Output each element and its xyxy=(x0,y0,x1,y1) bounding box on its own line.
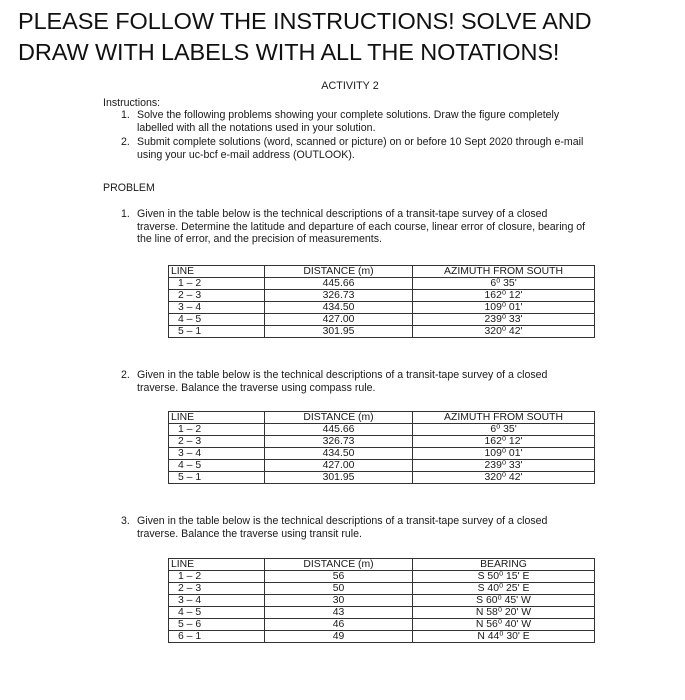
column-header: AZIMUTH FROM SOUTH xyxy=(413,266,595,278)
column-header: AZIMUTH FROM SOUTH xyxy=(413,412,595,424)
column-header: DISTANCE (m) xyxy=(265,412,413,424)
azimuth-cell: 239⁰ 33' xyxy=(413,314,595,326)
instruction-number: 2. xyxy=(121,136,130,148)
line-cell: 1 – 2 xyxy=(169,424,265,436)
instructions-heading: Instructions: xyxy=(103,97,161,109)
azimuth-cell: 6⁰ 35' xyxy=(413,424,595,436)
column-header: BEARING xyxy=(413,559,595,571)
azimuth-cell: 162⁰ 12' xyxy=(413,436,595,448)
distance-cell: 326.73 xyxy=(265,436,413,448)
line-cell: 5 – 1 xyxy=(169,472,265,484)
line-cell: 2 – 3 xyxy=(169,436,265,448)
azimuth-cell: 109⁰ 01' xyxy=(413,302,595,314)
column-header: DISTANCE (m) xyxy=(265,559,413,571)
instruction-banner xyxy=(18,6,668,68)
activity-document xyxy=(0,78,685,700)
problem-text: Given in the table below is the technical descriptions of a transit-tape survey of a closed traverse. Balance the traverse using compass rule. xyxy=(137,369,548,394)
distance-cell: 56 xyxy=(265,571,413,583)
table-header-row xyxy=(169,559,595,571)
instruction-text: Submit complete solutions (word, scanned or picture) on or before 10 Sept 2020 through e-mail using your uc-bcf e-mail address (OUTLOOK). xyxy=(137,136,584,161)
table-row xyxy=(169,436,595,448)
distance-cell: 43 xyxy=(265,607,413,619)
line-cell: 4 – 5 xyxy=(169,607,265,619)
distance-cell: 445.66 xyxy=(265,424,413,436)
table-header-row xyxy=(169,412,595,424)
line-cell: 3 – 4 xyxy=(169,302,265,314)
line-cell: 3 – 4 xyxy=(169,448,265,460)
survey-table-1 xyxy=(168,265,595,338)
distance-cell: 301.95 xyxy=(265,326,413,338)
table-row xyxy=(169,326,595,338)
line-cell: 1 – 2 xyxy=(169,571,265,583)
bearing-cell: N 44⁰ 30' E xyxy=(413,631,595,643)
survey-table-3 xyxy=(168,558,595,643)
distance-cell: 434.50 xyxy=(265,448,413,460)
banner-line-2: DRAW WITH LABELS WITH ALL THE NOTATIONS! xyxy=(18,39,560,65)
line-cell: 6 – 1 xyxy=(169,631,265,643)
column-header: LINE xyxy=(169,412,265,424)
table-row xyxy=(169,448,595,460)
table-row xyxy=(169,619,595,631)
azimuth-cell: 6⁰ 35' xyxy=(413,278,595,290)
distance-cell: 434.50 xyxy=(265,302,413,314)
activity-title: ACTIVITY 2 xyxy=(321,80,379,92)
table-header-row xyxy=(169,266,595,278)
bearing-cell: S 50⁰ 15' E xyxy=(413,571,595,583)
distance-cell: 301.95 xyxy=(265,472,413,484)
line-cell: 1 – 2 xyxy=(169,278,265,290)
table-row xyxy=(169,290,595,302)
azimuth-cell: 320⁰ 42' xyxy=(413,326,595,338)
table-row xyxy=(169,302,595,314)
table-row xyxy=(169,583,595,595)
line-cell: 4 – 5 xyxy=(169,460,265,472)
table-row xyxy=(169,595,595,607)
line-cell: 5 – 6 xyxy=(169,619,265,631)
problem-number: 3. xyxy=(121,515,130,527)
bearing-cell: N 58⁰ 20' W xyxy=(413,607,595,619)
bearing-cell: S 40⁰ 25' E xyxy=(413,583,595,595)
distance-cell: 427.00 xyxy=(265,460,413,472)
azimuth-cell: 320⁰ 42' xyxy=(413,472,595,484)
table-row xyxy=(169,571,595,583)
distance-cell: 326.73 xyxy=(265,290,413,302)
distance-cell: 427.00 xyxy=(265,314,413,326)
problem-text: Given in the table below is the technical descriptions of a transit-tape survey of a closed traverse. Determine the latitude and departure of each course, linear error of closure, bearing of the line of error, and the precision of measurements. xyxy=(137,208,586,245)
banner-line-1: PLEASE FOLLOW THE INSTRUCTIONS! SOLVE AND xyxy=(18,8,592,34)
table-row xyxy=(169,314,595,326)
distance-cell: 445.66 xyxy=(265,278,413,290)
bearing-cell: N 56⁰ 40' W xyxy=(413,619,595,631)
distance-cell: 49 xyxy=(265,631,413,643)
distance-cell: 46 xyxy=(265,619,413,631)
table-row xyxy=(169,424,595,436)
table-row xyxy=(169,607,595,619)
problem-number: 2. xyxy=(121,369,130,381)
line-cell: 4 – 5 xyxy=(169,314,265,326)
table-row xyxy=(169,278,595,290)
problem-number: 1. xyxy=(121,208,130,220)
instruction-text: Solve the following problems showing your complete solutions. Draw the figure completely labelled with all the notations used in your solution. xyxy=(137,109,560,134)
line-cell: 3 – 4 xyxy=(169,595,265,607)
survey-table-2 xyxy=(168,411,595,484)
line-cell: 2 – 3 xyxy=(169,583,265,595)
line-cell: 2 – 3 xyxy=(169,290,265,302)
distance-cell: 30 xyxy=(265,595,413,607)
azimuth-cell: 239⁰ 33' xyxy=(413,460,595,472)
column-header: DISTANCE (m) xyxy=(265,266,413,278)
column-header: LINE xyxy=(169,559,265,571)
instruction-number: 1. xyxy=(121,109,130,121)
distance-cell: 50 xyxy=(265,583,413,595)
azimuth-cell: 109⁰ 01' xyxy=(413,448,595,460)
table-row xyxy=(169,472,595,484)
line-cell: 5 – 1 xyxy=(169,326,265,338)
problem-heading: PROBLEM xyxy=(103,182,155,194)
column-header: LINE xyxy=(169,266,265,278)
bearing-cell: S 60⁰ 45' W xyxy=(413,595,595,607)
problem-text: Given in the table below is the technical descriptions of a transit-tape survey of a closed traverse. Balance the traverse using transit rule. xyxy=(137,515,548,540)
table-row xyxy=(169,631,595,643)
azimuth-cell: 162⁰ 12' xyxy=(413,290,595,302)
table-row xyxy=(169,460,595,472)
